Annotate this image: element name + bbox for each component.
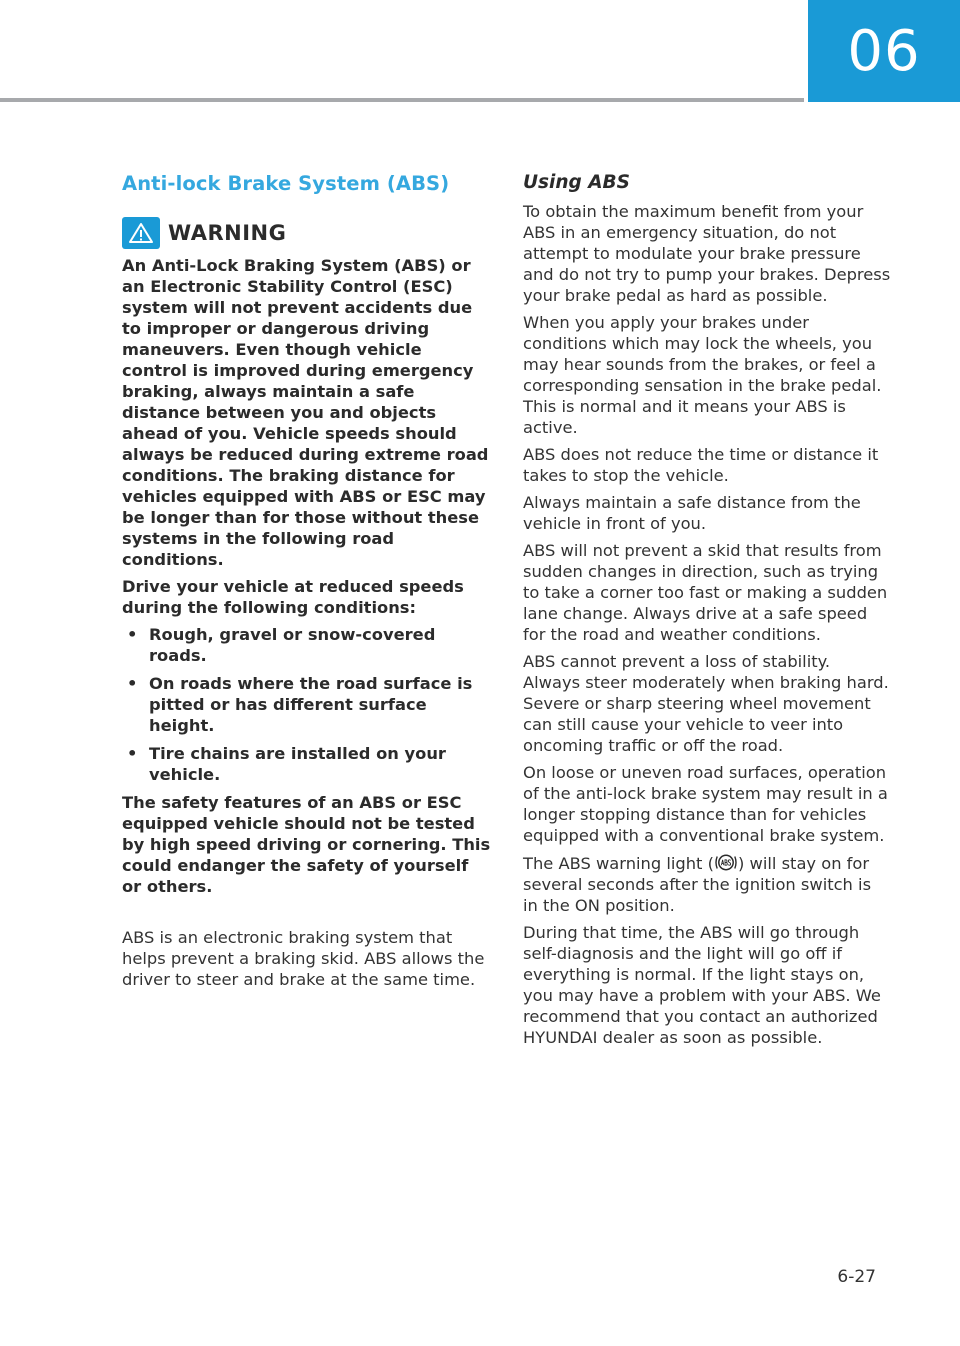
abs-light-paragraph	[523, 852, 891, 916]
warning-header	[122, 217, 492, 249]
body-paragraph: ABS does not reduce the time or distance it takes to stop the vehicle.	[523, 445, 879, 485]
warning-paragraph-3: The safety features of an ABS or ESC equipped vehicle should not be tested by high speed driving or cornering. This could endanger the safety of yourself or others.	[122, 793, 491, 896]
left-column	[122, 172, 492, 990]
body-paragraph: ABS cannot prevent a loss of stability. Always steer moderately when braking hard. Severe or sharp steering wheel movement can still cause your vehicle to veer into oncoming traffic or off the road.	[523, 652, 889, 755]
section-title: Anti-lock Brake System (ABS)	[122, 172, 450, 195]
header-rule	[0, 98, 804, 102]
body-paragraph: Always maintain a safe distance from the vehicle in front of you.	[523, 493, 861, 533]
abs-intro-paragraph: ABS is an electronic braking system that helps prevent a braking skid. ABS allows the driver to steer and brake at the same time.	[122, 928, 485, 989]
warning-paragraph-2: Drive your vehicle at reduced speeds during the following conditions:	[122, 577, 464, 617]
abs-warning-light-icon	[714, 852, 738, 873]
warning-conditions-list	[122, 624, 492, 785]
warning-triangle-icon	[122, 217, 160, 249]
body-paragraph: On loose or uneven road surfaces, operation of the anti-lock brake system may result in a longer stopping distance than for vehicles equipped with a conventional brake system.	[523, 763, 888, 845]
using-abs-title: Using ABS	[523, 172, 630, 193]
abs-light-text-after: ) will stay on for several seconds after the ignition switch is in the ON position.	[523, 854, 872, 915]
body-paragraph: To obtain the maximum benefit from your ABS in an emergency situation, do not attempt to modulate your brake pressure and do not try to pump your brakes. Depress your brake pedal as hard as possible.	[523, 202, 891, 305]
list-item: • On roads where the road surface is pitted or has different surface height.	[122, 673, 492, 736]
body-paragraph: During that time, the ABS will go through self-diagnosis and the light will go off if everything is normal. If the light stays on, you may have a problem with your ABS. We recommend that you contact an authorized HYUNDAI dealer as soon as possible.	[523, 923, 881, 1047]
right-column	[523, 172, 891, 1054]
chapter-number: 06	[847, 18, 921, 84]
warning-paragraph-1: An Anti-Lock Braking System (ABS) or an Electronic Stability Control (ESC) system will not prevent accidents due to improper or dangerous driving maneuvers. Even though vehicle control is improved during emergency braking, always maintain a safe distance between you and objects ahead of you. Vehicle speeds should always be reduced during extreme road conditions. The braking distance for vehicles equipped with ABS or ESC may be longer than for those without these systems in the following road conditions.	[122, 256, 489, 569]
abs-light-text-before: The ABS warning light (	[523, 854, 714, 873]
chapter-tab	[808, 0, 960, 102]
list-item: • Tire chains are installed on your vehicle.	[122, 743, 492, 785]
body-paragraph: ABS will not prevent a skid that results from sudden changes in direction, such as trying to take a corner too fast or making a sudden lane change. Always drive at a safe speed for the road and weather conditions.	[523, 541, 888, 644]
body-paragraph: When you apply your brakes under conditions which may lock the wheels, you may hear sounds from the brakes, or feel a corresponding sensation in the brake pedal. This is normal and it means your ABS is active.	[523, 313, 882, 437]
warning-label: WARNING	[168, 221, 287, 245]
list-item: • Rough, gravel or snow-covered roads.	[122, 624, 492, 666]
page-number: 6-27	[837, 1267, 876, 1287]
